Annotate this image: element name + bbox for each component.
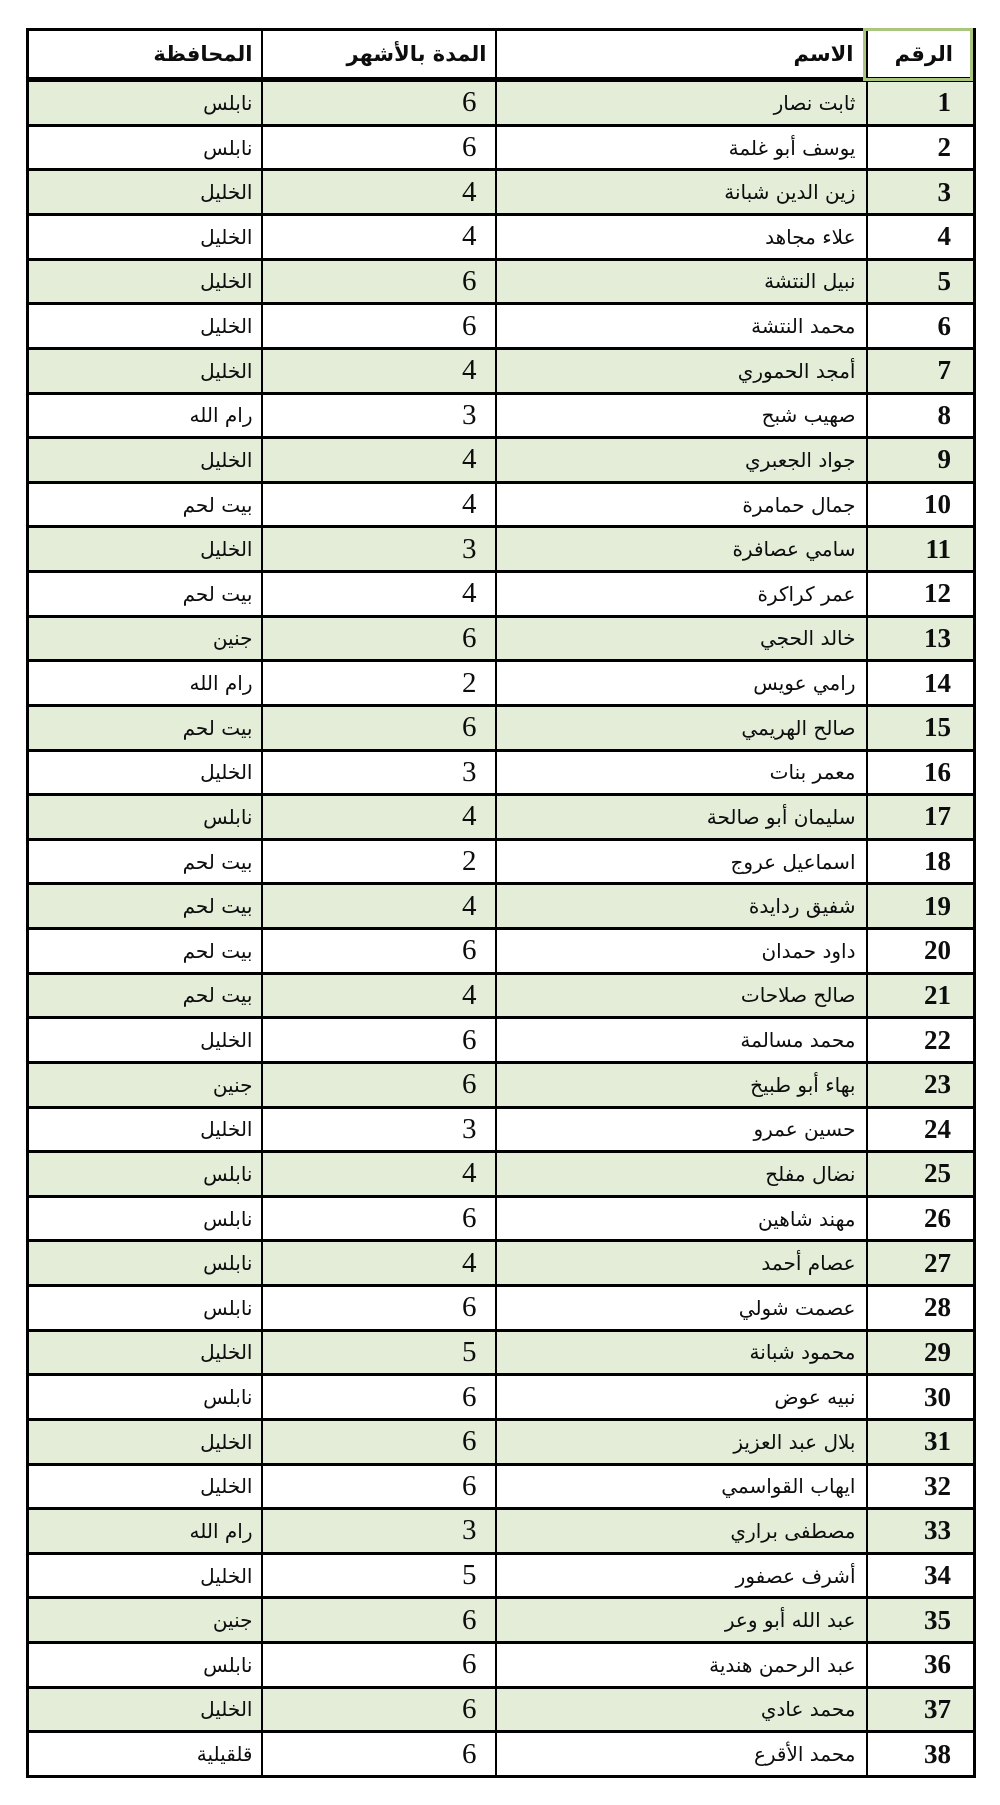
cell-governorate: نابلس (28, 1152, 262, 1197)
cell-number: 3 (867, 170, 975, 215)
table-row (28, 1107, 975, 1152)
cell-governorate: جنين (28, 1062, 262, 1107)
cell-name: شفيق ردايدة (496, 884, 867, 929)
cell-months: 4 (262, 215, 496, 260)
header-months: المدة بالأشهر (262, 30, 496, 80)
table-row (28, 125, 975, 170)
cell-name: سليمان أبو صالحة (496, 795, 867, 840)
cell-governorate: رام الله (28, 661, 262, 706)
cell-months: 6 (262, 1286, 496, 1331)
cell-governorate: جنين (28, 616, 262, 661)
cell-number: 1 (867, 80, 975, 126)
cell-months: 4 (262, 884, 496, 929)
cell-number: 15 (867, 705, 975, 750)
cell-name: جواد الجعبري (496, 438, 867, 483)
cell-number: 38 (867, 1732, 975, 1777)
cell-name: عبد الله أبو وعر (496, 1598, 867, 1643)
cell-governorate: الخليل (28, 1464, 262, 1509)
cell-number: 36 (867, 1643, 975, 1688)
cell-number: 34 (867, 1553, 975, 1598)
cell-months: 6 (262, 929, 496, 974)
table-row (28, 795, 975, 840)
cell-name: صالح الهريمي (496, 705, 867, 750)
cell-name: يوسف أبو غلمة (496, 125, 867, 170)
cell-months: 6 (262, 616, 496, 661)
cell-name: بهاء أبو طبيخ (496, 1062, 867, 1107)
cell-name: بلال عبد العزيز (496, 1419, 867, 1464)
cell-number: 22 (867, 1018, 975, 1063)
table-row (28, 973, 975, 1018)
cell-name: سامي عصافرة (496, 527, 867, 572)
table-row (28, 839, 975, 884)
table-row (28, 438, 975, 483)
cell-months: 6 (262, 80, 496, 126)
cell-months: 6 (262, 1375, 496, 1420)
table-row (28, 1419, 975, 1464)
cell-governorate: الخليل (28, 1107, 262, 1152)
cell-name: حسين عمرو (496, 1107, 867, 1152)
table-row (28, 1018, 975, 1063)
cell-number: 23 (867, 1062, 975, 1107)
cell-number: 8 (867, 393, 975, 438)
cell-governorate: بيت لحم (28, 572, 262, 617)
cell-governorate: نابلس (28, 80, 262, 126)
cell-governorate: الخليل (28, 304, 262, 349)
cell-name: صهيب شبح (496, 393, 867, 438)
cell-governorate: جنين (28, 1598, 262, 1643)
cell-number: 28 (867, 1286, 975, 1331)
cell-number: 31 (867, 1419, 975, 1464)
cell-name: عمر كراكرة (496, 572, 867, 617)
table-row (28, 1196, 975, 1241)
cell-number: 33 (867, 1509, 975, 1554)
cell-number: 17 (867, 795, 975, 840)
cell-governorate: الخليل (28, 750, 262, 795)
cell-name: مهند شاهين (496, 1196, 867, 1241)
cell-governorate: بيت لحم (28, 973, 262, 1018)
table-row (28, 1152, 975, 1197)
cell-number: 32 (867, 1464, 975, 1509)
table-row (28, 348, 975, 393)
table-row (28, 482, 975, 527)
cell-months: 5 (262, 1553, 496, 1598)
cell-name: نبيه عوض (496, 1375, 867, 1420)
cell-months: 6 (262, 1419, 496, 1464)
cell-months: 6 (262, 125, 496, 170)
cell-governorate: رام الله (28, 1509, 262, 1554)
cell-governorate: الخليل (28, 1330, 262, 1375)
cell-governorate: الخليل (28, 215, 262, 260)
cell-governorate: الخليل (28, 1687, 262, 1732)
cell-governorate: نابلس (28, 125, 262, 170)
cell-number: 24 (867, 1107, 975, 1152)
table-row (28, 1464, 975, 1509)
cell-name: علاء مجاهد (496, 215, 867, 260)
cell-governorate: الخليل (28, 1553, 262, 1598)
table-body (28, 80, 975, 1777)
cell-number: 35 (867, 1598, 975, 1643)
table-row (28, 572, 975, 617)
cell-number: 19 (867, 884, 975, 929)
table-row (28, 750, 975, 795)
cell-months: 4 (262, 170, 496, 215)
table-row (28, 215, 975, 260)
cell-number: 18 (867, 839, 975, 884)
cell-name: محمد عادي (496, 1687, 867, 1732)
cell-number: 7 (867, 348, 975, 393)
table-row (28, 1687, 975, 1732)
table-row (28, 929, 975, 974)
cell-months: 4 (262, 1241, 496, 1286)
cell-number: 30 (867, 1375, 975, 1420)
cell-months: 6 (262, 705, 496, 750)
cell-name: أشرف عصفور (496, 1553, 867, 1598)
cell-number: 26 (867, 1196, 975, 1241)
cell-number: 37 (867, 1687, 975, 1732)
header-governorate: المحافظة (28, 30, 262, 80)
cell-name: رامي عويس (496, 661, 867, 706)
cell-name: نبيل النتشة (496, 259, 867, 304)
table-row (28, 527, 975, 572)
cell-months: 2 (262, 839, 496, 884)
cell-governorate: نابلس (28, 1196, 262, 1241)
table-row (28, 884, 975, 929)
cell-months: 3 (262, 1107, 496, 1152)
header-row (28, 30, 975, 80)
cell-months: 6 (262, 1732, 496, 1777)
table-row (28, 1330, 975, 1375)
cell-governorate: الخليل (28, 259, 262, 304)
cell-name: مصطفى براري (496, 1509, 867, 1554)
cell-months: 3 (262, 527, 496, 572)
table-row (28, 1375, 975, 1420)
cell-name: اسماعيل عروج (496, 839, 867, 884)
table-row (28, 1553, 975, 1598)
cell-governorate: نابلس (28, 1375, 262, 1420)
cell-number: 6 (867, 304, 975, 349)
cell-months: 6 (262, 1464, 496, 1509)
table-row (28, 1509, 975, 1554)
cell-months: 6 (262, 1062, 496, 1107)
cell-months: 6 (262, 259, 496, 304)
table-row (28, 1062, 975, 1107)
table-row (28, 705, 975, 750)
cell-months: 3 (262, 1509, 496, 1554)
header-number: الرقم (867, 30, 975, 80)
cell-governorate: الخليل (28, 348, 262, 393)
cell-name: معمر بنات (496, 750, 867, 795)
cell-months: 6 (262, 1196, 496, 1241)
cell-number: 12 (867, 572, 975, 617)
cell-name: محمود شبانة (496, 1330, 867, 1375)
cell-months: 3 (262, 393, 496, 438)
cell-number: 29 (867, 1330, 975, 1375)
cell-name: ثابت نصار (496, 80, 867, 126)
table-row (28, 393, 975, 438)
cell-months: 4 (262, 1152, 496, 1197)
cell-name: محمد النتشة (496, 304, 867, 349)
cell-number: 27 (867, 1241, 975, 1286)
cell-governorate: بيت لحم (28, 482, 262, 527)
cell-months: 4 (262, 572, 496, 617)
cell-number: 21 (867, 973, 975, 1018)
cell-number: 25 (867, 1152, 975, 1197)
table-row (28, 259, 975, 304)
table-row (28, 661, 975, 706)
cell-months: 2 (262, 661, 496, 706)
cell-months: 6 (262, 1018, 496, 1063)
cell-number: 9 (867, 438, 975, 483)
cell-governorate: الخليل (28, 1018, 262, 1063)
document-page (26, 28, 973, 1778)
table-row (28, 1286, 975, 1331)
table-row (28, 616, 975, 661)
cell-name: محمد الأقرع (496, 1732, 867, 1777)
cell-governorate: بيت لحم (28, 884, 262, 929)
cell-months: 5 (262, 1330, 496, 1375)
cell-name: عصام أحمد (496, 1241, 867, 1286)
cell-governorate: الخليل (28, 1419, 262, 1464)
cell-months: 3 (262, 750, 496, 795)
cell-governorate: قلقيلية (28, 1732, 262, 1777)
cell-governorate: نابلس (28, 1241, 262, 1286)
cell-governorate: بيت لحم (28, 839, 262, 884)
cell-months: 4 (262, 348, 496, 393)
cell-governorate: بيت لحم (28, 705, 262, 750)
cell-governorate: نابلس (28, 795, 262, 840)
cell-name: عبد الرحمن هندية (496, 1643, 867, 1688)
cell-months: 6 (262, 304, 496, 349)
cell-months: 4 (262, 482, 496, 527)
cell-months: 6 (262, 1598, 496, 1643)
cell-name: خالد الحجي (496, 616, 867, 661)
cell-number: 13 (867, 616, 975, 661)
detainees-table (26, 28, 976, 1778)
cell-name: محمد مسالمة (496, 1018, 867, 1063)
table-row (28, 304, 975, 349)
cell-number: 5 (867, 259, 975, 304)
cell-months: 4 (262, 795, 496, 840)
cell-governorate: الخليل (28, 527, 262, 572)
cell-name: زين الدين شبانة (496, 170, 867, 215)
table-row (28, 170, 975, 215)
cell-name: داود حمدان (496, 929, 867, 974)
header-name: الاسم (496, 30, 867, 80)
table-row (28, 1241, 975, 1286)
cell-number: 11 (867, 527, 975, 572)
cell-number: 14 (867, 661, 975, 706)
table-row (28, 1643, 975, 1688)
cell-months: 4 (262, 973, 496, 1018)
cell-number: 4 (867, 215, 975, 260)
cell-months: 6 (262, 1643, 496, 1688)
cell-governorate: بيت لحم (28, 929, 262, 974)
table-row (28, 80, 975, 126)
cell-number: 16 (867, 750, 975, 795)
table-header (28, 30, 975, 80)
cell-governorate: نابلس (28, 1286, 262, 1331)
cell-name: عصمت شولي (496, 1286, 867, 1331)
cell-months: 4 (262, 438, 496, 483)
cell-governorate: الخليل (28, 170, 262, 215)
cell-name: نضال مفلح (496, 1152, 867, 1197)
cell-name: ايهاب القواسمي (496, 1464, 867, 1509)
table-row (28, 1598, 975, 1643)
cell-number: 20 (867, 929, 975, 974)
cell-name: صالح صلاحات (496, 973, 867, 1018)
cell-governorate: الخليل (28, 438, 262, 483)
cell-name: أمجد الحموري (496, 348, 867, 393)
cell-number: 10 (867, 482, 975, 527)
table-row (28, 1732, 975, 1777)
cell-governorate: نابلس (28, 1643, 262, 1688)
cell-months: 6 (262, 1687, 496, 1732)
cell-number: 2 (867, 125, 975, 170)
cell-governorate: رام الله (28, 393, 262, 438)
cell-name: جمال حمامرة (496, 482, 867, 527)
